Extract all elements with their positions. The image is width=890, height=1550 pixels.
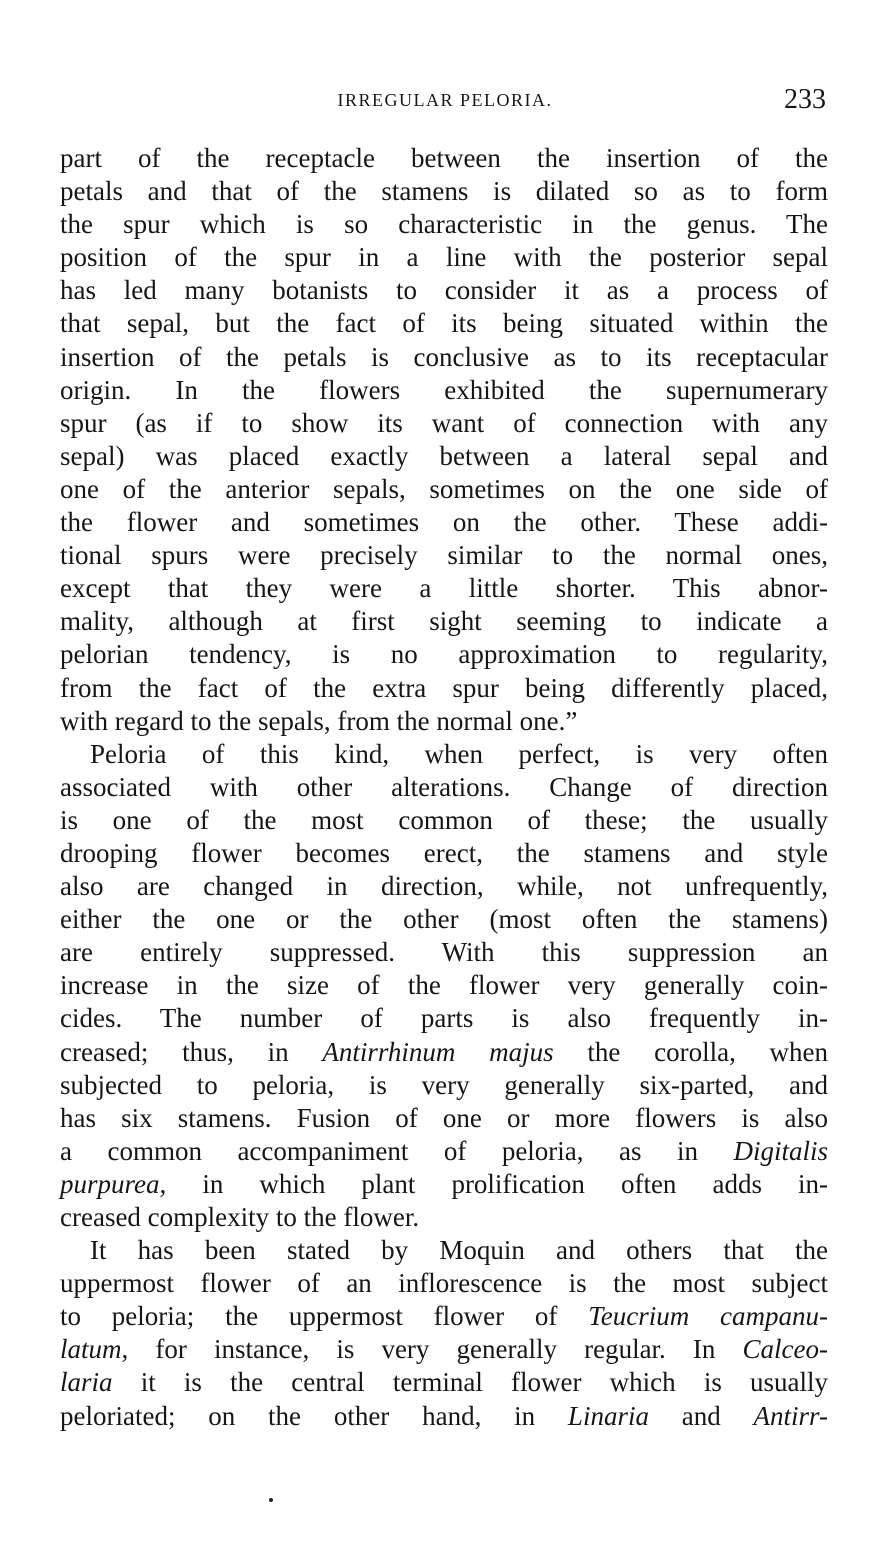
running-title: IRREGULAR PELORIA. bbox=[337, 90, 553, 110]
text-line: either the one or the other (most often the stamens) bbox=[60, 904, 828, 935]
page-number: 233 bbox=[784, 84, 826, 115]
text-line: except that they were a little shorter. This abnor- bbox=[60, 573, 828, 604]
text-line: creased complexity to the flower. bbox=[60, 1202, 420, 1232]
italic-taxon: Calceo- bbox=[742, 1334, 829, 1365]
text-line: from the fact of the extra spur being differently placed, bbox=[60, 672, 828, 703]
text-line: cides. The number of parts is also frequently in- bbox=[60, 1003, 828, 1034]
italic-taxon: Antirrhinum majus bbox=[322, 1036, 554, 1067]
text-line: a common accompaniment of peloria, as in Digitalis bbox=[60, 1135, 828, 1166]
text-line: tional spurs were precisely similar to the normal ones, bbox=[60, 540, 828, 571]
text-line: part of the receptacle between the insertion of the bbox=[60, 143, 828, 173]
text-line: sepal) was placed exactly between a lateral sepal and bbox=[60, 440, 828, 471]
text-line: petals and that of the stamens is dilated so as to form bbox=[60, 176, 828, 207]
text-line: pelorian tendency, is no approximation to regularity, bbox=[60, 639, 828, 670]
italic-taxon: Digitalis bbox=[733, 1135, 828, 1166]
text-line: the flower and sometimes on the other. These addi- bbox=[60, 507, 828, 538]
italic-taxon: laria bbox=[60, 1367, 113, 1398]
text-line: Peloria of this kind, when perfect, is very often bbox=[90, 738, 828, 769]
text-line: uppermost flower of an inflorescence is the most subject bbox=[60, 1268, 828, 1299]
body-text bbox=[60, 142, 828, 1433]
text-line: spur (as if to show its want of connection with any bbox=[60, 407, 828, 438]
italic-taxon: latum, bbox=[60, 1334, 129, 1365]
ink-speck bbox=[269, 1498, 273, 1502]
text-line: has led many botanists to consider it as a process of bbox=[60, 275, 828, 306]
italic-taxon: Antirr- bbox=[753, 1400, 828, 1431]
text-line: one of the anterior sepals, sometimes on the one side of bbox=[60, 473, 828, 504]
text-line: origin. In the flowers exhibited the supernumerary bbox=[60, 374, 828, 405]
text-line: associated with other alterations. Change of direction bbox=[60, 771, 828, 802]
text-line: mality, although at first sight seeming to indicate a bbox=[60, 606, 828, 637]
text-line: It has been stated by Moquin and others that the bbox=[90, 1235, 828, 1266]
text-line: peloriated; on the other hand, in Linaria and Antirr- bbox=[60, 1400, 828, 1431]
text-line: also are changed in direction, while, not unfrequently, bbox=[60, 871, 828, 902]
text-line: insertion of the petals is conclusive as to its receptacular bbox=[60, 341, 828, 372]
text-line: position of the spur in a line with the posterior sepal bbox=[60, 242, 828, 273]
text-line: subjected to peloria, is very generally six-parted, and bbox=[60, 1069, 828, 1100]
text-line: are entirely suppressed. With this suppression an bbox=[60, 937, 828, 968]
text-line: with regard to the sepals, from the normal one.” bbox=[60, 705, 578, 736]
text-line: has six stamens. Fusion of one or more flowers is also bbox=[60, 1102, 828, 1133]
text-line: increase in the size of the flower very generally coin- bbox=[60, 970, 828, 1001]
text-line: is one of the most common of these; the usually bbox=[60, 804, 828, 835]
text-line: the spur which is so characteristic in the genus. The bbox=[60, 209, 828, 240]
text-line: latum, for instance, is very generally regular. In Calceo- bbox=[60, 1334, 829, 1365]
italic-taxon: purpurea, bbox=[60, 1168, 167, 1199]
running-head bbox=[60, 84, 830, 124]
italic-taxon: Linaria bbox=[567, 1400, 649, 1431]
text-line: that sepal, but the fact of its being situated within the bbox=[60, 308, 828, 339]
italic-taxon: Teucrium campanu- bbox=[588, 1301, 828, 1332]
text-line: drooping flower becomes erect, the stamens and style bbox=[60, 837, 828, 868]
text-line: laria it is the central terminal flower which is usually bbox=[60, 1367, 828, 1398]
text-line: purpurea, in which plant prolification often adds in- bbox=[60, 1168, 829, 1199]
text-line: creased; thus, in Antirrhinum majus the corolla, when bbox=[60, 1036, 829, 1067]
text-line: to peloria; the uppermost flower of Teucrium campanu- bbox=[60, 1301, 828, 1332]
